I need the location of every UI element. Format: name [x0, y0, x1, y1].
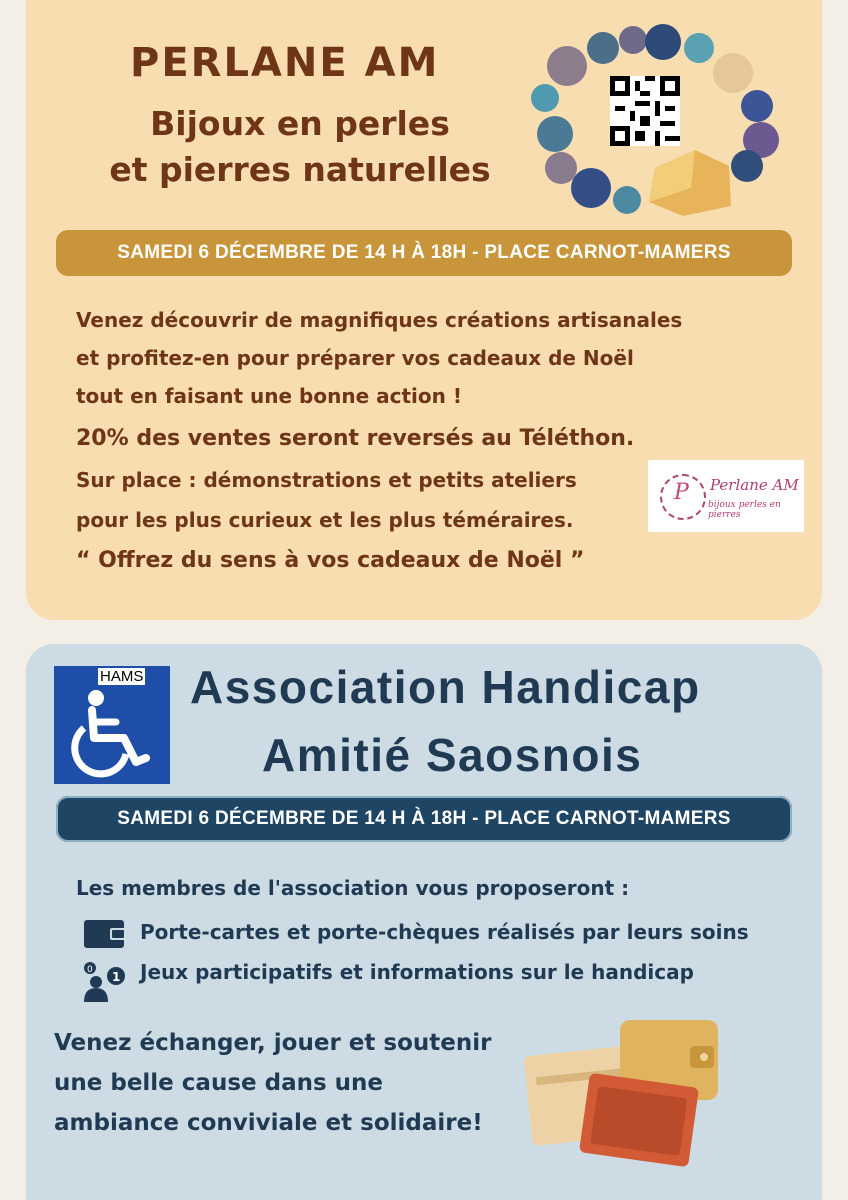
hams-closing-line: ambiance conviviale et solidaire! [54, 1110, 483, 1136]
perlane-subtitle-line1: Bijoux en perles [150, 104, 450, 143]
perlane-text-line: pour les plus curieux et les plus téméraires. [76, 508, 574, 532]
hams-item: Jeux participatifs et informations sur le handicap [140, 960, 694, 984]
hams-item: Porte-cartes et porte-chèques réalisés par leurs soins [140, 920, 749, 944]
wheelchair-icon [54, 666, 170, 784]
logo-name: Perlane AM [710, 476, 799, 494]
hams-logo-label: HAMS [100, 668, 144, 685]
perlane-text-line: et profitez-en pour préparer vos cadeaux de Noël [76, 346, 634, 370]
hams-date-banner: SAMEDI 6 DÉCEMBRE DE 14 H À 18H - PLACE CARNOT-MAMERS [56, 796, 792, 842]
hams-logo [54, 666, 170, 784]
perlane-text-line: Venez découvrir de magnifiques créations artisanales [76, 308, 683, 332]
people-info-icon [78, 960, 132, 1006]
perlane-text-line: tout en faisant une bonne action ! [76, 384, 462, 408]
perlane-subtitle-line2: et pierres naturelles [109, 150, 491, 189]
hams-title-line2: Amitié Saosnois [262, 729, 643, 781]
perlane-telethon-line: 20% des ventes seront reversés au Téléthon. [76, 426, 635, 451]
wallets-illustration [520, 1010, 730, 1170]
logo-tagline: bijoux perles en pierres [708, 500, 781, 520]
wallet-icon [82, 916, 128, 954]
perlane-quote: “ Offrez du sens à vos cadeaux de Noël ” [76, 548, 585, 573]
perlane-title: PERLANE AM [130, 40, 440, 86]
hams-title-line1: Association Handicap [190, 661, 701, 713]
perlane-date-banner: SAMEDI 6 DÉCEMBRE DE 14 H À 18H - PLACE CARNOT-MAMERS [56, 230, 792, 276]
hams-intro: Les membres de l'association vous proposeront : [76, 876, 630, 900]
perlane-text-line: Sur place : démonstrations et petits ateliers [76, 468, 577, 492]
svg-text:1: 1 [112, 970, 121, 984]
hams-closing-line: Venez échanger, jouer et soutenir [54, 1030, 492, 1056]
logo-letter: P [674, 480, 689, 505]
hams-closing-line: une belle cause dans une [54, 1070, 384, 1096]
qr-code[interactable] [610, 76, 680, 146]
svg-text:0: 0 [87, 965, 93, 975]
perlane-logo [648, 460, 804, 532]
